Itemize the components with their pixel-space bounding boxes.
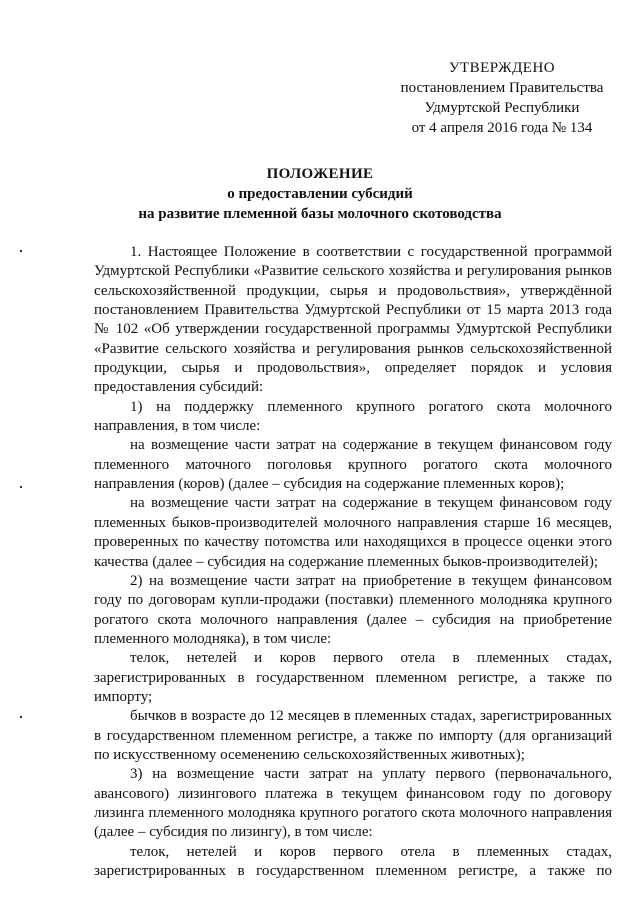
- title-subtitle: на развитие племенной базы молочного скотоводства: [138, 206, 502, 222]
- body-paragraph: телок, нетелей и коров первого отела в племенных стадах, зарегистрированных в государственном племенном регистре, а также по импорту;: [94, 650, 612, 705]
- scan-mark: [20, 716, 22, 718]
- approval-line: Удмуртской Республики: [424, 100, 580, 116]
- body-paragraph: бычков в возрасте до 12 месяцев в племенных стадах, зарегистрированных в государственном племенном регистре, а также по импорту (для организаций по искусственному осеменению сельскохозяйственных животных);: [94, 708, 612, 763]
- document-title: [0, 164, 640, 224]
- title-subtitle: о предоставлении субсидий: [227, 186, 413, 202]
- approval-line: от 4 апреля 2016 года № 134: [411, 120, 593, 136]
- body-paragraph: 1. Настоящее Положение в соответствии с государственной программой Удмуртской Республики «Развитие сельского хозяйства и регулирования рынков сельскохозяйственной продукции, сырья и продовольствия», утверждённой постановлением Правительства Удмуртской Республики от 15 марта 2013 года № 102 «Об утверждении государственной программы Удмуртской Республики «Развитие сельского хозяйства и регулирования рынков сельскохозяйственной продукции, сырья и продовольствия», определяет порядок и условия предоставления субсидий:: [94, 244, 612, 396]
- approval-line: постановлением Правительства: [400, 80, 604, 96]
- approval-block: [392, 58, 612, 138]
- body-paragraph: 2) на возмещение части затрат на приобретение в текущем финансовом году по договорам купли-продажи (поставки) племенного молодняка крупного рогатого скота молочного направления (далее – субсидия на приобретение племенного молодняка), в том числе:: [94, 572, 612, 647]
- body-paragraph: на возмещение части затрат на содержание в текущем финансовом году племенных быков-производителей молочного направления старше 16 месяцев, проверенных по качеству потомства или находящихся в процессе оценки этого качества (далее – субсидия на содержание племенных быков-производителей);: [94, 495, 612, 570]
- body-paragraph: 3) на возмещение части затрат на уплату первого (первоначального, авансового) лизингового платежа в текущем финансовом году по договору лизинга племенного молодняка крупного рогатого скота молочного направления (далее – субсидия по лизингу), в том числе:: [94, 766, 612, 841]
- title-main: ПОЛОЖЕНИЕ: [266, 166, 374, 182]
- body-paragraph: 1) на поддержку племенного крупного рогатого скота молочного направления, в том числе:: [94, 398, 612, 435]
- scan-mark: [20, 486, 22, 488]
- body-paragraph: телок, нетелей и коров первого отела в племенных стадах, зарегистрированных в государственном племенном регистре, а также по: [94, 843, 612, 879]
- approval-heading: УТВЕРЖДЕНО: [448, 60, 556, 76]
- body-paragraph: на возмещение части затрат на содержание в текущем финансовом году племенного маточного поголовья крупного рогатого скота молочного направления (коров) (далее – субсидия на содержание племенных коров);: [94, 437, 612, 493]
- document-body: [94, 243, 612, 881]
- scan-mark: [20, 250, 22, 252]
